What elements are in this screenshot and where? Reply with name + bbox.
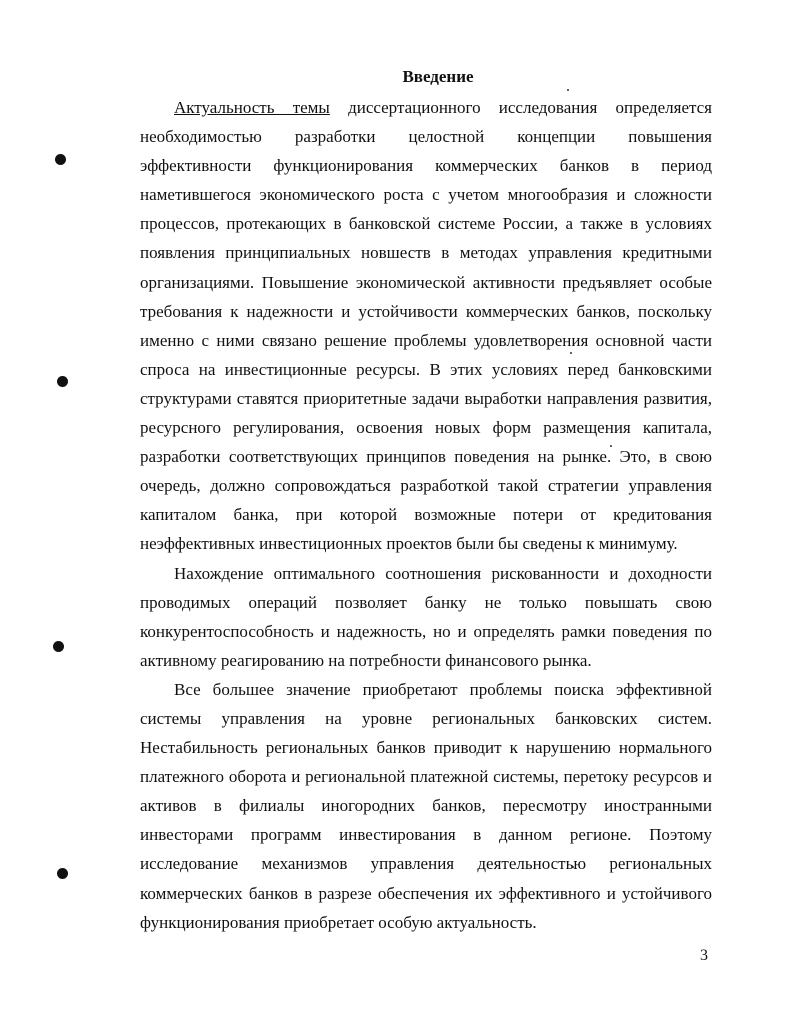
punch-hole-mark <box>55 154 66 165</box>
body-text <box>140 93 712 937</box>
paragraph-2: Нахождение оптимального соотношения рискованности и доходности проводимых операций позволяет банку не только повышать свою конкурентоспособность и надежность, но и определять рамки поведения по активному реагированию на потребности финансового рынка. <box>140 563 712 670</box>
punch-hole-mark <box>57 868 68 879</box>
paragraph-1 <box>140 93 712 559</box>
page-title <box>0 66 796 88</box>
scan-speck <box>567 89 569 91</box>
punch-hole-mark <box>57 376 68 387</box>
topic-relevance-label: Актуальность темы <box>174 98 330 117</box>
paragraph-1-text: диссертационного исследования определяется необходимостью разработки целостной концепции повышения эффективности функционирования коммерческих банков в период наметившегося экономического роста с учетом многообразия и сложности процессов, протекающих в банковской системе России, а также в условиях появления принципиальных новшеств в методах управления кредитными организациями. Повышение экономической активности предъявляет особые требования к надежности и устойчивости коммерческих банков, поскольку именно с ними связано решение проблемы удовлетворения основной части спроса на инвестиционные ресурсы. В этих условиях перед банковскими структурами ставятся приоритетные задачи выработки направления развития, ресурсного регулирования, освоения новых форм размещения капитала, разработки соответствующих принципов поведения на рынке. Это, в свою очередь, должно сопровождаться разработкой такой стратегии управления капиталом банка, при которой возможные потери от кредитования неэффективных инвестиционных проектов были бы сведены к минимуму. <box>140 98 712 554</box>
page-title-text: Введение <box>402 67 474 86</box>
punch-hole-mark <box>53 641 64 652</box>
paragraph-3: Все большее значение приобретают проблемы поиска эффективной системы управления на уровне региональных банковских систем. Нестабильность региональных банков приводит к нарушению нормального платежного оборота и региональной платежной системы, перетоку ресурсов и активов в филиалы иногородних банков, пересмотру иностранными инвесторами программ инвестирования в данном регионе. Поэтому исследование механизмов управления деятельностью региональных коммерческих банков в разрезе обеспечения их эффективного и устойчивого функционирования приобретает особую актуальность. <box>140 679 712 932</box>
page-number: 3 <box>700 947 708 964</box>
